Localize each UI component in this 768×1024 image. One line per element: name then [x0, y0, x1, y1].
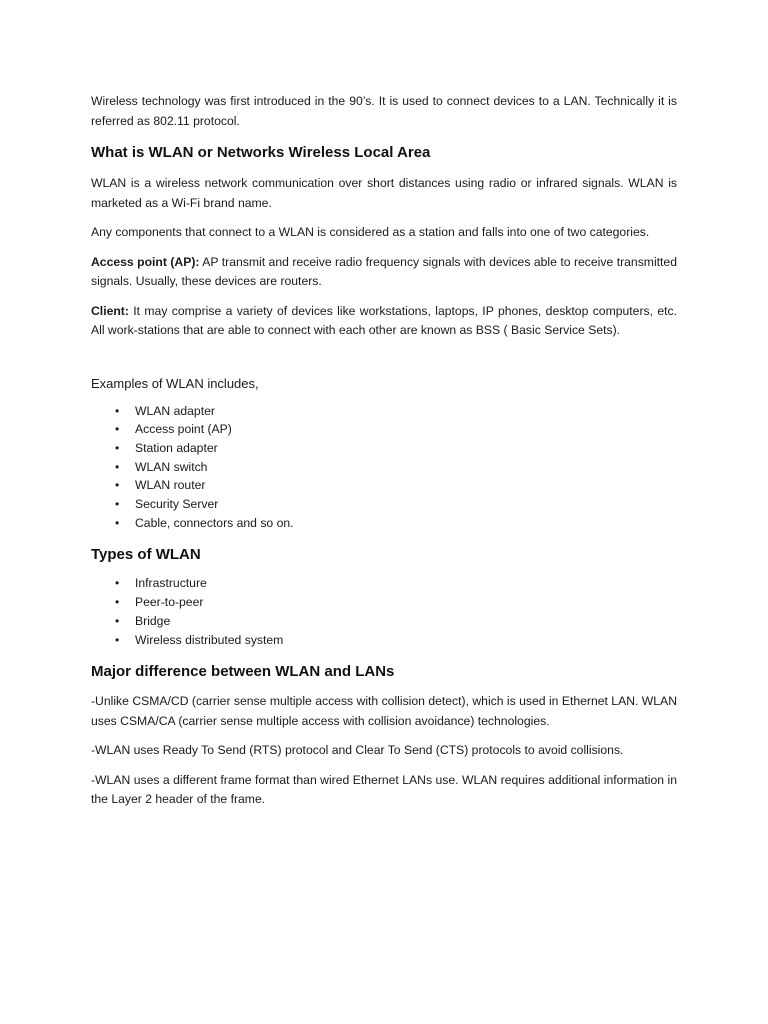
access-point-paragraph: [91, 253, 677, 292]
bullet-icon: •: [115, 515, 120, 530]
list-item: • Infrastructure: [115, 574, 677, 593]
section-heading-wlan-vs-lan: Major difference between WLAN and LANs: [91, 663, 395, 681]
list-item: • Cable, connectors and so on.: [115, 514, 677, 533]
bullet-icon: •: [115, 440, 120, 455]
list-item: • Security Server: [115, 495, 677, 514]
examples-intro: Examples of WLAN includes,: [91, 375, 259, 391]
client-description: It may comprise a variety of devices like workstations, laptops, IP phones, desktop computers, etc. All work-stations that are able to connect with each other are known as BSS ( Basic Service Sets).: [91, 303, 677, 337]
wlan-definition-paragraph: WLAN is a wireless network communication over short distances using radio or infrared signals. WLAN is marketed as a Wi-Fi brand name.: [91, 176, 677, 210]
client-paragraph: [91, 302, 677, 341]
list-item: • WLAN adapter: [115, 402, 677, 421]
list-item: • WLAN switch: [115, 458, 677, 477]
components-paragraph: Any components that connect to a WLAN is considered as a station and falls into one of two categories.: [91, 225, 650, 239]
intro-paragraph: Wireless technology was first introduced in the 90’s. It is used to connect devices to a LAN. Technically it is referred as 802.11 protocol.: [91, 94, 677, 128]
list-item: • Bridge: [115, 612, 677, 631]
bullet-icon: •: [115, 497, 120, 512]
bullet-icon: •: [115, 459, 120, 474]
access-point-term: Access point (AP):: [91, 254, 200, 269]
bullet-icon: •: [115, 403, 120, 418]
bullet-icon: •: [115, 422, 120, 437]
bullet-icon: •: [115, 613, 120, 628]
list-item: • Access point (AP): [115, 420, 677, 439]
section-heading-types-of-wlan: Types of WLAN: [91, 546, 201, 564]
difference-paragraph-csma: -Unlike CSMA/CD (carrier sense multiple access with collision detect), which is used in Ethernet LAN. WLAN uses CSMA/CA (carrier sense multiple access with collision avoidance) technologies.: [91, 694, 677, 728]
client-term: Client:: [91, 303, 129, 318]
list-item: • WLAN router: [115, 476, 677, 495]
list-item: • Station adapter: [115, 439, 677, 458]
examples-list: [91, 402, 677, 533]
difference-paragraph-frame-format: -WLAN uses a different frame format than wired Ethernet LANs use. WLAN requires additional information in the Layer 2 header of the frame.: [91, 772, 677, 807]
access-point-description: AP transmit and receive radio frequency signals with devices able to receive transmitted signals. Usually, these devices are routers.: [91, 254, 677, 288]
list-item: • Peer-to-peer: [115, 593, 677, 612]
bullet-icon: •: [115, 595, 120, 610]
bullet-icon: •: [115, 632, 120, 647]
document-page: [91, 92, 677, 810]
types-list: [91, 574, 677, 649]
difference-paragraph-rts-cts: -WLAN uses Ready To Send (RTS) protocol and Clear To Send (CTS) protocols to avoid collisions.: [91, 743, 624, 758]
bullet-icon: •: [115, 576, 120, 591]
list-item: • Wireless distributed system: [115, 631, 677, 650]
section-heading-what-is-wlan: What is WLAN or Networks Wireless Local Area: [91, 144, 431, 161]
bullet-icon: •: [115, 478, 120, 493]
